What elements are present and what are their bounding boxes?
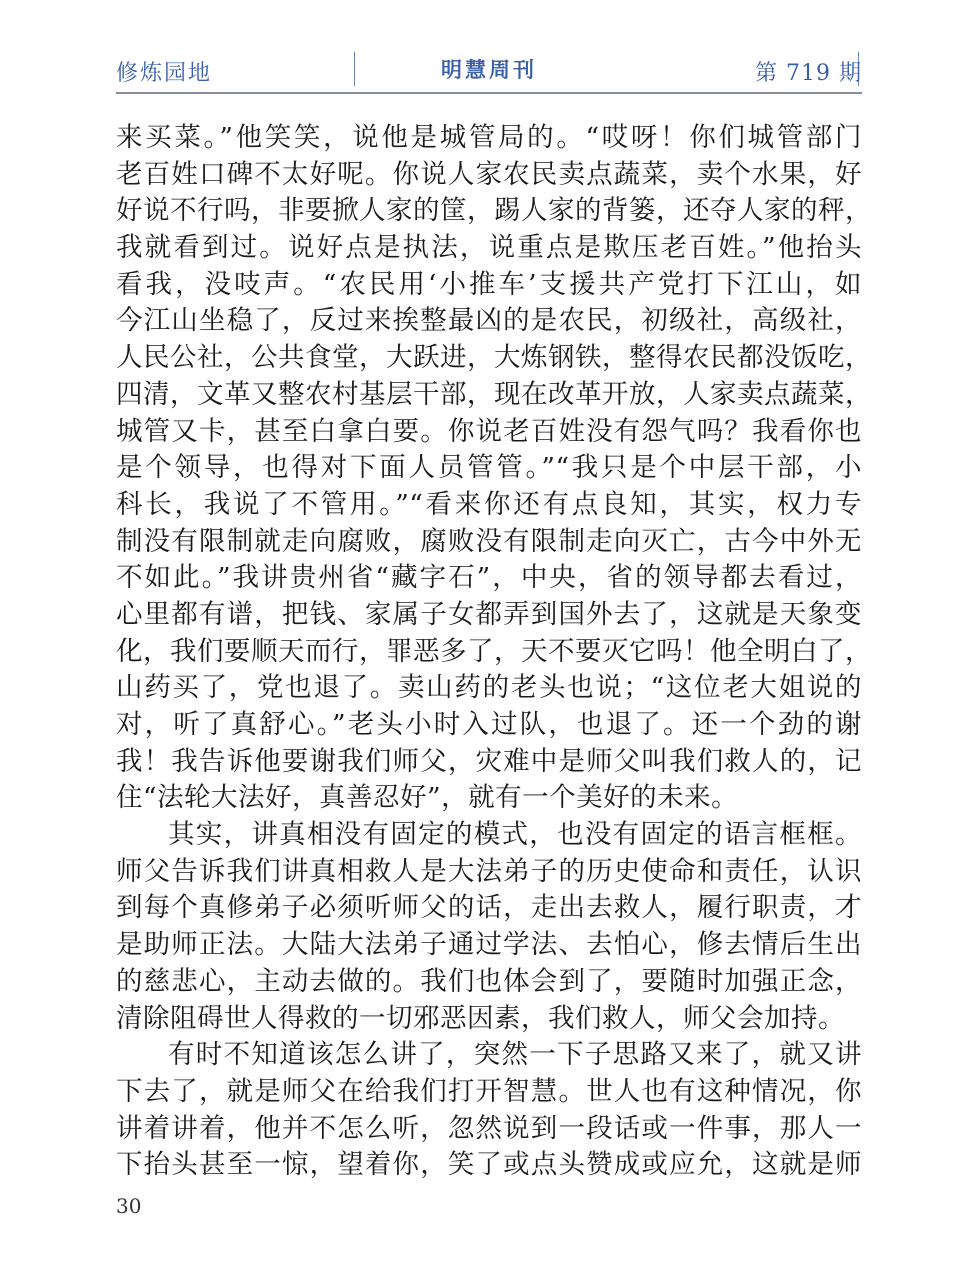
text-line: 四清，文革又整农村基层干部，现在改革开放，人家卖点蔬菜， bbox=[116, 378, 872, 410]
page-header bbox=[116, 52, 862, 92]
text-line: 不如此。”我讲贵州省“藏字石”，中央，省的领导都去看过， bbox=[116, 562, 862, 594]
text-line: 有时不知道该怎么讲了，突然一下子思路又来了，就又讲 bbox=[168, 1039, 862, 1071]
issue-number: 第 719 期 bbox=[755, 61, 862, 86]
text-line: 师父告诉我们讲真相救人是大法弟子的历史使命和责任，认识 bbox=[116, 855, 862, 887]
text-line: 其实，讲真相没有固定的模式，也没有固定的语言框框。 bbox=[168, 819, 862, 851]
text-line: 老百姓口碑不太好呢。你说人家农民卖点蔬菜，卖个水果，好 bbox=[116, 158, 862, 190]
text-line: 我就看到过。说好点是执法，说重点是欺压老百姓。”他抬头 bbox=[116, 232, 862, 264]
text-line: 讲着讲着，他并不怎么听，忽然说到一段话或一件事，那人一 bbox=[116, 1112, 862, 1144]
text-line: 是个领导，也得对下面人员管管。”“我只是个中层干部，小 bbox=[116, 452, 862, 484]
text-line: 今江山坐稳了，反过来挨整最凶的是农民，初级社，高级社， bbox=[116, 305, 862, 337]
text-line: 来买菜。”他笑笑，说他是城管局的。“哎呀！你们城管部门 bbox=[116, 122, 862, 153]
text-line: 下抬头甚至一惊，望着你，笑了或点头赞成或应允，这就是师 bbox=[116, 1149, 862, 1181]
text-line: 好说不行吗，非要掀人家的筐，踢人家的背篓，还夺人家的秤， bbox=[116, 195, 872, 227]
text-line: 制没有限制就走向腐败，腐败没有限制走向灭亡，古今中外无 bbox=[116, 525, 862, 557]
text-line: 科长，我说了不管用。”“看来你还有点良知，其实，权力专 bbox=[116, 488, 862, 520]
article-body bbox=[116, 120, 872, 1184]
text-line: 城管又卡，甚至白拿白要。你说老百姓没有怨气吗？我看你也 bbox=[116, 415, 862, 447]
text-line: 下去了，就是师父在给我们打开智慧。世人也有这种情况，你 bbox=[116, 1075, 862, 1107]
section-title: 修炼园地 bbox=[116, 61, 213, 86]
magazine-title: 明慧周刊 bbox=[441, 57, 537, 82]
text-line: 山药买了，党也退了。卖山药的老头也说；“这位老大姐说的 bbox=[116, 672, 862, 704]
text-line: 看我，没吱声。“农民用‘小推车’支援共产党打下江山，如 bbox=[116, 268, 862, 300]
header-rule bbox=[116, 92, 862, 94]
text-line: 人民公社，公共食堂，大跃进，大炼钢铁，整得农民都没饭吃， bbox=[116, 342, 872, 374]
text-line: 的慈悲心，主动去做的。我们也体会到了，要随时加强正念， bbox=[116, 965, 862, 997]
text-line: 清除阻碍世人得救的一切邪恶因素，我们救人，师父会加持。 bbox=[116, 1002, 845, 1034]
page-number: 30 bbox=[116, 1194, 142, 1218]
text-line: 是助师正法。大陆大法弟子通过学法、去怕心，修去情后生出 bbox=[116, 929, 862, 961]
text-line: 到每个真修弟子必须听师父的话，走出去救人，履行职责，才 bbox=[116, 892, 862, 924]
text-line: 住“法轮大法好，真善忍好”，就有一个美好的未来。 bbox=[116, 782, 739, 814]
text-line: 对，听了真舒心。”老头小时入过队，也退了。还一个劲的谢 bbox=[116, 709, 862, 740]
text-line: 化，我们要顺天而行，罪恶多了，天不要灭它吗！他全明白了， bbox=[116, 635, 872, 667]
text-line: 心里都有谱，把钱、家属子女都弄到国外去了，这就是天象变 bbox=[116, 598, 862, 630]
text-line: 我！我告诉他要谢我们师父，灾难中是师父叫我们救人的，记 bbox=[116, 745, 862, 777]
